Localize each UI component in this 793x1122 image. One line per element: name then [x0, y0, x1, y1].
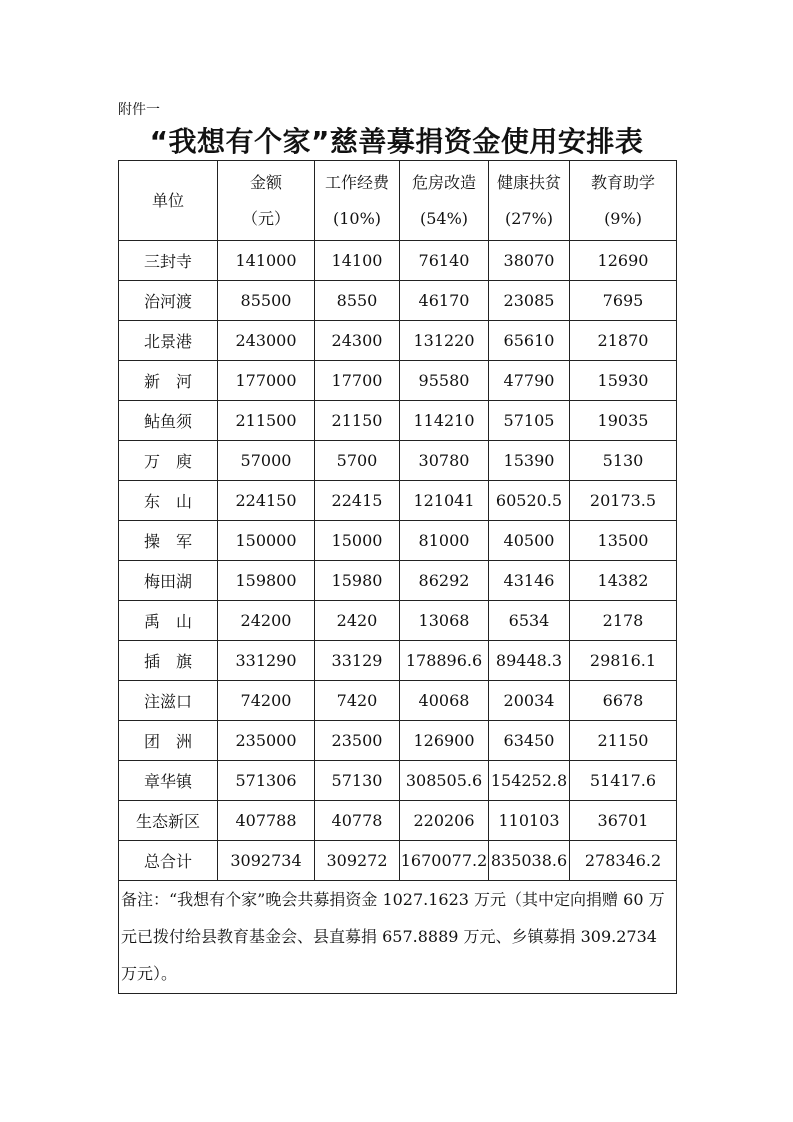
- work-funds-cell: 23500: [315, 721, 400, 761]
- education-aid-cell: 51417.6: [570, 761, 677, 801]
- housing-repair-cell: 30780: [400, 441, 489, 481]
- work-funds-cell: 8550: [315, 281, 400, 321]
- work-funds-cell: 15000: [315, 521, 400, 561]
- table-row: [119, 401, 677, 441]
- unit-cell: 治河渡: [119, 281, 218, 321]
- header-health-aid: [489, 161, 570, 241]
- work-funds-cell: 40778: [315, 801, 400, 841]
- unit-cell: 章华镇: [119, 761, 218, 801]
- table-row: [119, 361, 677, 401]
- health-aid-cell: 57105: [489, 401, 570, 441]
- housing-repair-cell: 114210: [400, 401, 489, 441]
- education-aid-cell: 5130: [570, 441, 677, 481]
- health-aid-cell: 63450: [489, 721, 570, 761]
- health-aid-cell: 65610: [489, 321, 570, 361]
- header-sublabel: (10%): [332, 208, 382, 228]
- work-funds-cell: 7420: [315, 681, 400, 721]
- unit-cell: 北景港: [119, 321, 218, 361]
- housing-repair-cell: 76140: [400, 241, 489, 281]
- unit-cell: 总合计: [119, 841, 218, 881]
- table-row: [119, 801, 677, 841]
- amount-cell: 177000: [218, 361, 315, 401]
- amount-cell: 24200: [218, 601, 315, 641]
- table-row: [119, 681, 677, 721]
- health-aid-cell: 15390: [489, 441, 570, 481]
- unit-cell: 梅田湖: [119, 561, 218, 601]
- work-funds-cell: 15980: [315, 561, 400, 601]
- unit-cell: 鲇鱼须: [119, 401, 218, 441]
- housing-repair-cell: 121041: [400, 481, 489, 521]
- amount-cell: 235000: [218, 721, 315, 761]
- education-aid-cell: 19035: [570, 401, 677, 441]
- remark-text: 备注：“我想有个家”晚会共募捐资金 1027.1623 万元（其中定向捐赠 60 万元已拨付给县教育基金会、县直募捐 657.8889 万元、乡镇募捐 309.2734 万元）。: [119, 881, 677, 994]
- health-aid-cell: 23085: [489, 281, 570, 321]
- housing-repair-cell: 178896.6: [400, 641, 489, 681]
- header-label: 健康扶贫: [496, 172, 561, 192]
- housing-repair-cell: 81000: [400, 521, 489, 561]
- header-unit: [119, 161, 218, 241]
- amount-cell: 571306: [218, 761, 315, 801]
- attachment-label: 附件一: [118, 102, 160, 118]
- work-funds-cell: 17700: [315, 361, 400, 401]
- table-row: [119, 321, 677, 361]
- table-row: [119, 721, 677, 761]
- health-aid-cell: 38070: [489, 241, 570, 281]
- work-funds-cell: 5700: [315, 441, 400, 481]
- health-aid-cell: 60520.5: [489, 481, 570, 521]
- header-sublabel: (54%): [419, 208, 469, 228]
- work-funds-cell: 57130: [315, 761, 400, 801]
- housing-repair-cell: 131220: [400, 321, 489, 361]
- education-aid-cell: 6678: [570, 681, 677, 721]
- education-aid-cell: 13500: [570, 521, 677, 561]
- header-label: 工作经费: [324, 172, 389, 192]
- housing-repair-cell: 126900: [400, 721, 489, 761]
- table-row: [119, 761, 677, 801]
- housing-repair-cell: 308505.6: [400, 761, 489, 801]
- document-title: “我想有个家”慈善募捐资金使用安排表: [149, 125, 644, 158]
- work-funds-cell: 22415: [315, 481, 400, 521]
- amount-cell: 150000: [218, 521, 315, 561]
- remark-row: [119, 881, 677, 994]
- health-aid-cell: 40500: [489, 521, 570, 561]
- education-aid-cell: 20173.5: [570, 481, 677, 521]
- housing-repair-cell: 13068: [400, 601, 489, 641]
- table-row: [119, 441, 677, 481]
- work-funds-cell: 33129: [315, 641, 400, 681]
- housing-repair-cell: 46170: [400, 281, 489, 321]
- work-funds-cell: 21150: [315, 401, 400, 441]
- header-sublabel: (27%): [504, 208, 554, 228]
- header-label: 教育助学: [590, 172, 655, 192]
- fund-allocation-table: [118, 160, 677, 994]
- health-aid-cell: 43146: [489, 561, 570, 601]
- education-aid-cell: 7695: [570, 281, 677, 321]
- health-aid-cell: 47790: [489, 361, 570, 401]
- unit-cell: 注滋口: [119, 681, 218, 721]
- amount-cell: 3092734: [218, 841, 315, 881]
- health-aid-cell: 20034: [489, 681, 570, 721]
- work-funds-cell: 2420: [315, 601, 400, 641]
- education-aid-cell: 15930: [570, 361, 677, 401]
- health-aid-cell: 89448.3: [489, 641, 570, 681]
- header-sublabel: （元）: [241, 208, 290, 228]
- amount-cell: 243000: [218, 321, 315, 361]
- education-aid-cell: 14382: [570, 561, 677, 601]
- table-row: [119, 561, 677, 601]
- health-aid-cell: 110103: [489, 801, 570, 841]
- table-row: [119, 241, 677, 281]
- header-amount: [218, 161, 315, 241]
- unit-cell: 操 军: [119, 521, 218, 561]
- education-aid-cell: 21870: [570, 321, 677, 361]
- amount-cell: 141000: [218, 241, 315, 281]
- amount-cell: 211500: [218, 401, 315, 441]
- header-work-funds: [315, 161, 400, 241]
- work-funds-cell: 14100: [315, 241, 400, 281]
- header-label: 金额: [249, 172, 282, 192]
- amount-cell: 85500: [218, 281, 315, 321]
- housing-repair-cell: 40068: [400, 681, 489, 721]
- amount-cell: 57000: [218, 441, 315, 481]
- header-housing-repair: [400, 161, 489, 241]
- header-sublabel: (9%): [604, 208, 642, 228]
- education-aid-cell: 278346.2: [570, 841, 677, 881]
- header-row: [119, 161, 677, 241]
- work-funds-cell: 24300: [315, 321, 400, 361]
- education-aid-cell: 12690: [570, 241, 677, 281]
- unit-cell: 禹 山: [119, 601, 218, 641]
- unit-cell: 生态新区: [119, 801, 218, 841]
- table-row: [119, 281, 677, 321]
- table-row: [119, 641, 677, 681]
- header-label: 危房改造: [411, 172, 476, 192]
- education-aid-cell: 29816.1: [570, 641, 677, 681]
- health-aid-cell: 835038.6: [489, 841, 570, 881]
- amount-cell: 224150: [218, 481, 315, 521]
- unit-cell: 东 山: [119, 481, 218, 521]
- health-aid-cell: 154252.8: [489, 761, 570, 801]
- housing-repair-cell: 1670077.2: [400, 841, 489, 881]
- housing-repair-cell: 220206: [400, 801, 489, 841]
- table-row: [119, 521, 677, 561]
- amount-cell: 407788: [218, 801, 315, 841]
- unit-cell: 插 旗: [119, 641, 218, 681]
- table-row: [119, 481, 677, 521]
- table-row: [119, 601, 677, 641]
- education-aid-cell: 21150: [570, 721, 677, 761]
- amount-cell: 159800: [218, 561, 315, 601]
- amount-cell: 331290: [218, 641, 315, 681]
- header-label: 单位: [151, 190, 184, 210]
- header-education-aid: [570, 161, 677, 241]
- education-aid-cell: 2178: [570, 601, 677, 641]
- unit-cell: 团 洲: [119, 721, 218, 761]
- education-aid-cell: 36701: [570, 801, 677, 841]
- housing-repair-cell: 95580: [400, 361, 489, 401]
- health-aid-cell: 6534: [489, 601, 570, 641]
- work-funds-cell: 309272: [315, 841, 400, 881]
- housing-repair-cell: 86292: [400, 561, 489, 601]
- unit-cell: 万 庾: [119, 441, 218, 481]
- unit-cell: 三封寺: [119, 241, 218, 281]
- unit-cell: 新 河: [119, 361, 218, 401]
- amount-cell: 74200: [218, 681, 315, 721]
- total-row: [119, 841, 677, 881]
